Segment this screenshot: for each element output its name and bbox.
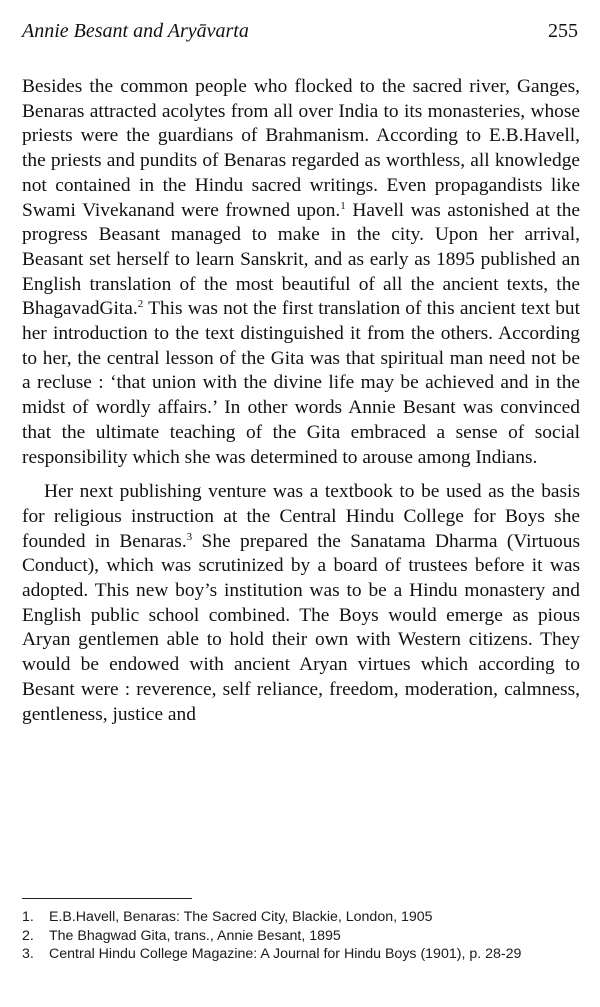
footnote-number: 2. [22,927,34,944]
paragraph [22,480,580,727]
footnotes [22,908,580,964]
text-segment: She prepared the Sanatama Dharma (Virtuous Conduct), which was scrutinized by a board of trustees before it was adopted. This new boy’s institution was to be a Hindu monastery and English public school combined. The Boys would emerge as pious Aryan gentlemen able to hold their own with Western citizens. They would be endowed with ancient Aryan virtues which according to Besant were : reverence, self reliance, freedom, moderation, calmness, gentleness, justice and [22,530,580,725]
page-number: 255 [548,20,578,42]
footnote-text: The Bhagwad Gita, trans., Annie Besant, 1895 [49,927,341,944]
footnote-text: Central Hindu College Magazine: A Journal for Hindu Boys (1901), p. 28-29 [49,946,522,962]
footnote [22,945,580,964]
text-segment: Besides the common people who flocked to the sacred river, Ganges, Benaras attracted acolytes from all over India to its monasteries, whose priests were the guardians of Brahmanism. According to E.B.Havell, the priests and pundits of Benaras regarded as worthless, all knowledge not contained in the Hindu sacred writings. Even propagandists like Swami Vivekanand were frowned upon. [22,76,580,221]
text-segment: This was not the first translation of this ancient text but her introduction to the text distinguished it from the others. According to her, the central lesson of the Gita was that spiritual man need not be a recluse : ‘that union with the divine life may be achieved and in the midst of wordly affairs.’ In other words Annie Besant was convinced that the ultimate teaching of the Gita embraced a sense of social responsibility which she was determined to arouse among Indians. [22,298,580,468]
footnote [22,927,580,946]
footnote-number: 3. [22,946,34,962]
footnote-divider [22,898,192,899]
footnote-text: E.B.Havell, Benaras: The Sacred City, Blackie, London, 1905 [49,909,433,925]
footnote-ref: 1 [340,199,346,212]
paragraph [22,75,580,470]
running-title: Annie Besant and Aryāvarta [22,20,249,42]
text-segment: Her next publishing venture was a textbook to be used as the basis for religious instruction at the Central Hindu College for Boys she founded in Benaras. [22,481,580,552]
footnote-ref: 2 [137,298,144,311]
running-header [22,16,578,46]
footnote-number: 1. [22,909,34,925]
footnote-ref: 3 [186,530,193,543]
text-segment: Havell was astonished at the progress Beasant managed to make in the city. Upon her arrival, Beasant set herself to learn Sanskrit, and as early as 1895 published an English translation of the most beautiful of all the ancient texts, the BhagavadGita. [22,199,581,320]
body-text [22,75,580,727]
footnote [22,908,580,927]
